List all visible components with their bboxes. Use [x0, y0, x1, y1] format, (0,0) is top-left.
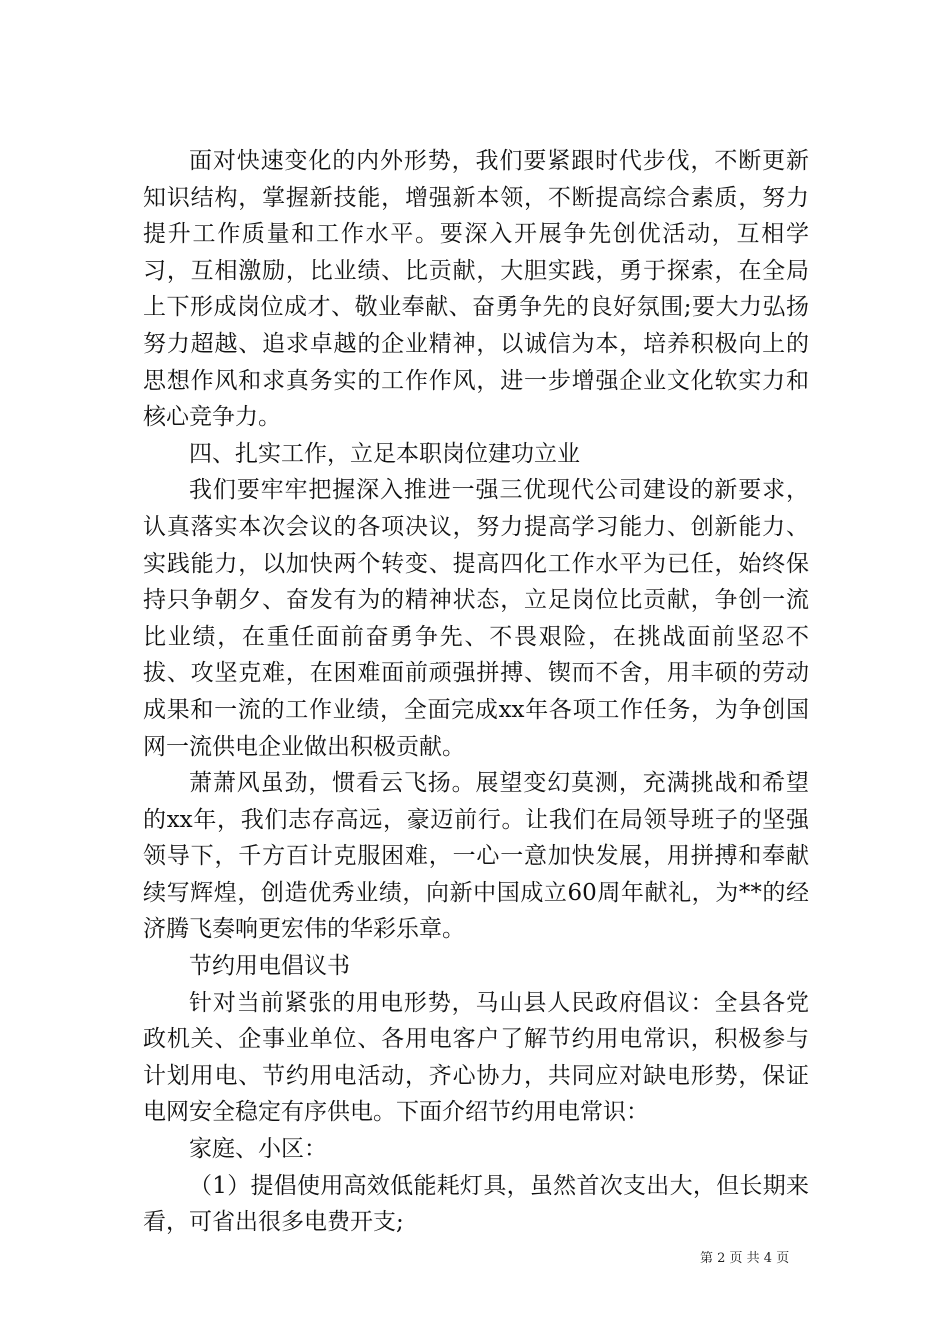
- list-item-1: （1）提倡使用高效低能耗灯具，虽然首次支出大，但长期来看，可省出很多电费开支;: [143, 1172, 809, 1236]
- section-heading-4: 四、扎实工作，立足本职岗位建功立业: [189, 440, 580, 467]
- document-title-power-saving: 节约用电倡议书: [189, 953, 350, 980]
- subheading-household: 家庭、小区：: [189, 1136, 327, 1163]
- paragraph-closing-remarks: 萧萧风虽劲，惯看云飞扬。展望变幻莫测，充满挑战和希望的xx年，我们志存高远，豪迈前行。让我们在局领导班子的坚强领导下，千方百计克服困难，一心一意加快发展，用拼搏和奉献续写辉煌，创造优秀业绩，向新中国成立60周年献礼，为**的经济腾飞奏响更宏伟的华彩乐章。: [143, 770, 809, 943]
- paragraph-work-requirements: 我们要牢牢把握深入推进一强三优现代公司建设的新要求，认真落实本次会议的各项决议，努力提高学习能力、创新能力、实践能力，以加快两个转变、提高四化工作水平为已任，始终保持只争朝夕、奋发有为的精神状态，立足岗位比贡献，争创一流比业绩，在重任面前奋勇争先、不畏艰险，在挑战面前坚忍不拔、攻坚克难，在困难面前顽强拼搏、锲而不舍，用丰硕的劳动成果和一流的工作业绩，全面完成xx年各项工作任务，为争创国网一流供电企业做出积极贡献。: [143, 477, 809, 760]
- page-number: 第 2 页 共 4 页: [700, 1251, 790, 1266]
- paragraph-self-improvement: 面对快速变化的内外形势，我们要紧跟时代步伐，不断更新知识结构，掌握新技能，增强新本领，不断提高综合素质，努力提升工作质量和工作水平。要深入开展争先创优活动，互相学习，互相激励，比业绩、比贡献，大胆实践，勇于探索，在全局上下形成岗位成才、敬业奉献、奋勇争先的良好氛围;要大力弘扬努力超越、追求卓越的企业精神，以诚信为本，培养积极向上的思想作风和求真务实的工作作风，进一步增强企业文化软实力和核心竞争力。: [143, 148, 809, 431]
- paragraph-power-saving-intro: 针对当前紧张的用电形势，马山县人民政府倡议：全县各党政机关、企事业单位、各用电客户了解节约用电常识，积极参与计划用电、节约用电活动，齐心协力，共同应对缺电形势，保证电网安全稳定有序供电。下面介绍节约用电常识：: [143, 989, 809, 1126]
- document-body: [143, 143, 809, 1241]
